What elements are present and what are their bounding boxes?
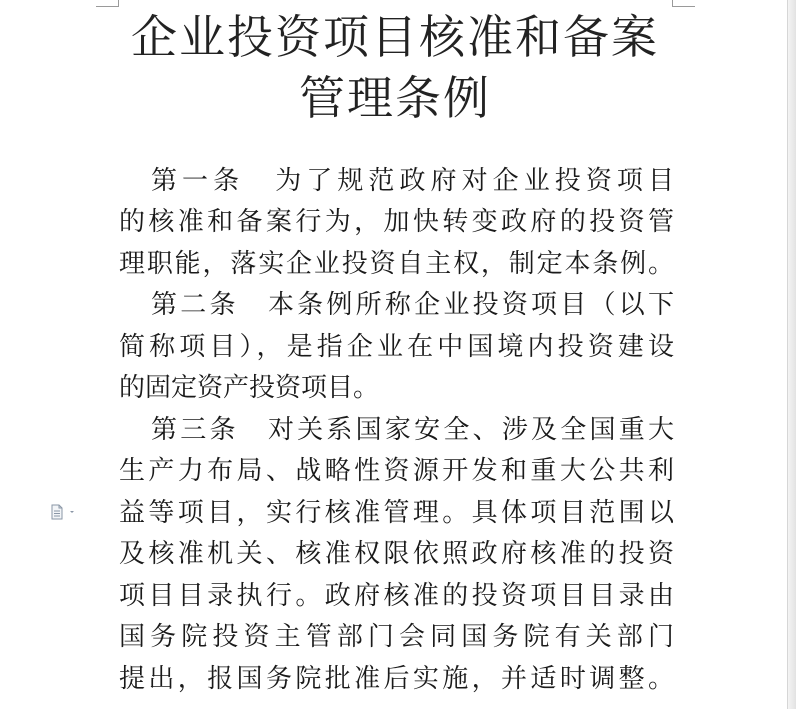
document-title-line-2: 管理条例 [299, 71, 491, 125]
body-line-8: 生产力布局、战略性资源开发和重大公共利 [119, 456, 674, 486]
body-line-3: 理职能，落实企业投资自主权，制定本条例。 [119, 249, 674, 279]
body-line-12: 国务院投资主管部门会同国务院有关部门 [119, 622, 674, 652]
document-title-line-1: 企业投资项目核准和备案 [131, 10, 659, 64]
body-line-4: 第二条 本条例所称企业投资项目（以下 [151, 290, 674, 320]
body-line-2: 的核准和备案行为，加快转变政府的投资管 [119, 207, 674, 237]
body-line-11: 项目目录执行。政府核准的投资项目目录由 [119, 581, 674, 611]
body-line-13: 提出，报国务院批准后实施，并适时调整。 [119, 664, 674, 694]
body-line-10: 及核准机关、核准权限依照政府核准的投资 [119, 539, 674, 569]
body-line-5: 简称项目），是指企业在中国境内投资建设 [119, 332, 674, 362]
body-line-6: 的固定资产投资项目。 [119, 373, 380, 403]
document-icon[interactable] [50, 504, 76, 520]
crop-mark-top-right [672, 0, 695, 7]
body-line-1: 第一条 为了规范政府对企业投资项目 [151, 166, 674, 196]
window-right-edge [787, 0, 796, 709]
body-line-9: 益等项目，实行核准管理。具体项目范围以 [119, 498, 674, 528]
body-line-7: 第三条 对关系国家安全、涉及全国重大 [151, 415, 674, 445]
crop-mark-top-left [96, 0, 119, 7]
